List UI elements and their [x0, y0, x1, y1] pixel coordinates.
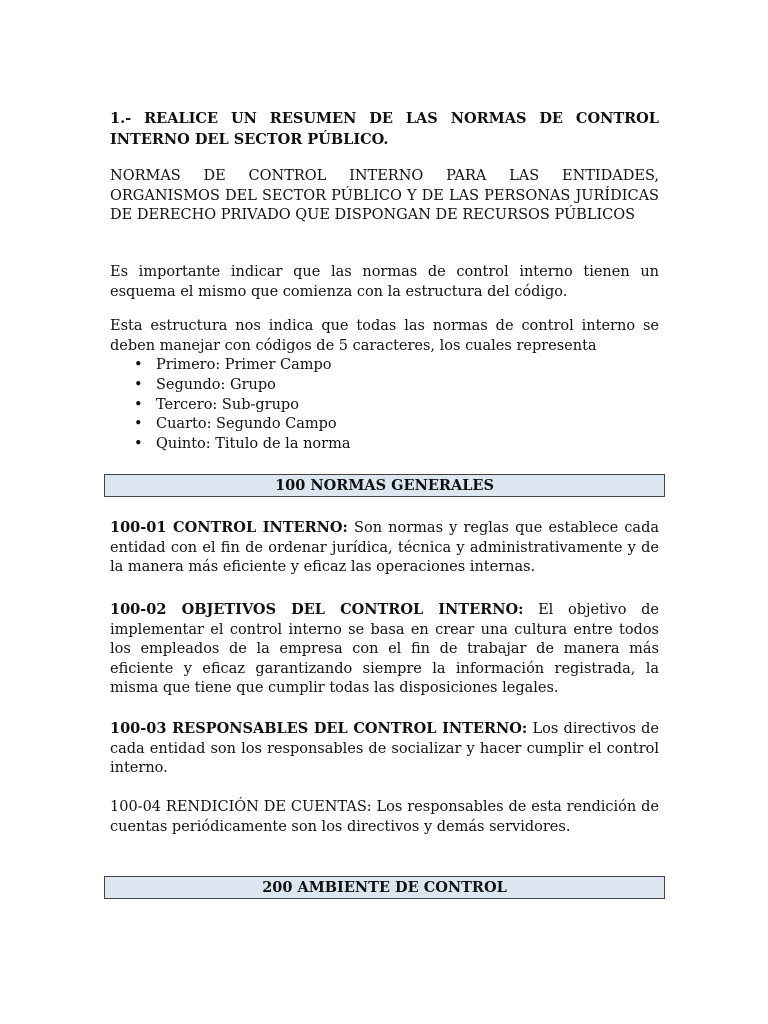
- norm-100-03-heading: 100-03 RESPONSABLES DEL CONTROL INTERNO:: [110, 720, 528, 737]
- section-header-100: 100 NORMAS GENERALES: [104, 474, 665, 497]
- structure-paragraph: Esta estructura nos indica que todas las normas de control interno se deben manejar con códigos de 5 caracteres, los cuales representa: [110, 318, 659, 354]
- list-item: • Segundo: Grupo: [156, 376, 350, 396]
- list-item: • Primero: Primer Campo: [156, 356, 350, 376]
- intro-paragraph: Es importante indicar que las normas de control interno tienen un esquema el mismo que comienza con la estructura del código.: [110, 264, 659, 300]
- norm-100-01-heading: 100-01 CONTROL INTERNO:: [110, 519, 348, 536]
- norm-100-02-heading: 100-02 OBJETIVOS DEL CONTROL INTERNO:: [110, 601, 524, 618]
- norm-100-01: [110, 518, 659, 578]
- document-title-line-1: 1.- REALICE UN RESUMEN DE LAS NORMAS DE CONTROL: [110, 110, 659, 127]
- norm-100-02-text: El objetivo de implementar el control interno se basa en crear una cultura entre todos los empleados de la empresa con el fin de trabajar de manera más eficiente y eficaz garantizando siempre la información registrada, la misma que tiene que cumplir todas las disposiciones legales.: [110, 602, 659, 696]
- norm-100-02: [110, 600, 659, 699]
- document-title-line-2: INTERNO DEL SECTOR PÚBLICO.: [110, 131, 389, 148]
- norm-100-03: [110, 719, 659, 779]
- section-header-200: 200 AMBIENTE DE CONTROL: [104, 876, 665, 899]
- list-item: • Cuarto: Segundo Campo: [156, 415, 350, 435]
- document-subtitle: NORMAS DE CONTROL INTERNO PARA LAS ENTIDADES, ORGANISMOS DEL SECTOR PÚBLICO Y DE LAS PERSONAS JURÍDICAS DE DERECHO PRIVADO QUE DISPONGAN DE RECURSOS PÚBLICOS: [110, 168, 659, 223]
- norm-100-03-text: Los directivos de cada entidad son los responsables de socializar y hacer cumplir el control interno.: [110, 721, 660, 776]
- norm-100-01-text: Son normas y reglas que establece cada entidad con el fin de ordenar jurídica, técnica y administrativamente y de la manera más eficiente y eficaz las operaciones internas.: [110, 520, 659, 575]
- code-structure-list: [110, 356, 350, 455]
- norm-100-04: 100-04 RENDICIÓN DE CUENTAS: Los responsables de esta rendición de cuentas periódicamente son los directivos y demás servidores.: [110, 799, 659, 835]
- list-item: • Tercero: Sub-grupo: [156, 396, 350, 416]
- list-item: • Quinto: Titulo de la norma: [156, 435, 350, 455]
